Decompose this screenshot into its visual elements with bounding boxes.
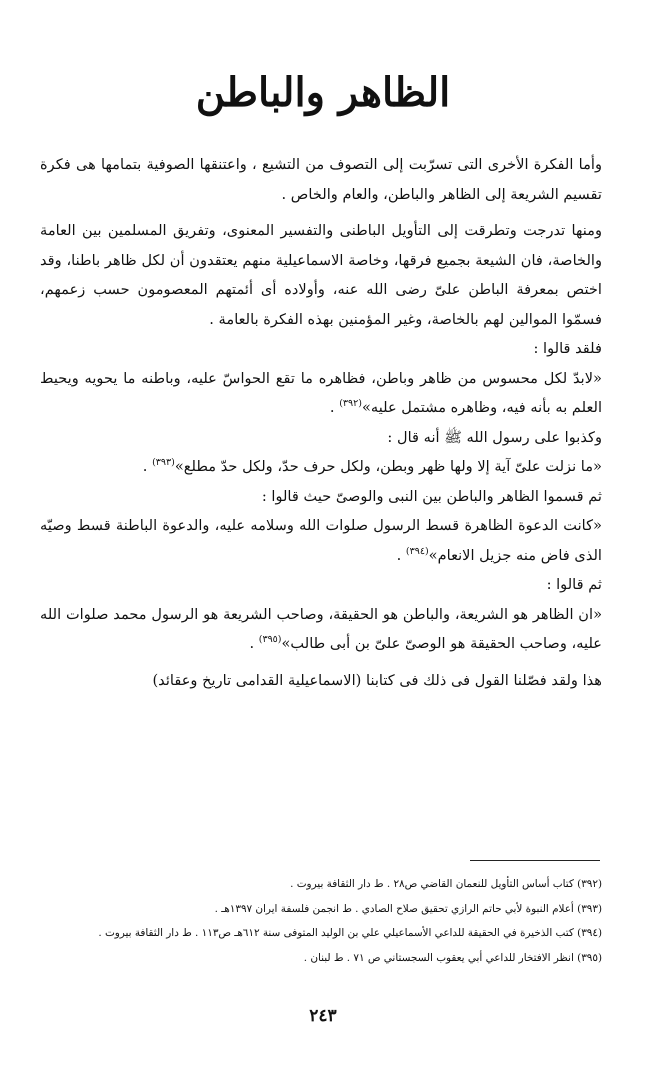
quote-paragraph: «ان الظاهر هو الشريعة، والباطن هو الحقيقة، وصاحب الشريعة هو الرسول محمد صلوات الله عليه، وصاحب الحقيقة هو الوصىّ علىّ بن أبى طالب»$^{(٣٩٥)}$ . (40, 605, 602, 652)
they-said-line: فلقد قالوا : (533, 340, 602, 357)
paragraph-development: ومنها تدرجت وتطرقت إلى التأويل الباطنى والتفسير المعنوى، وتفريق المسلمين بين العامة والخاصة، فان الشيعة بجميع فرقها، وخاصة الاسماعيلية منهم يعتقدون أن لكل ظاهر باطنا، وقد اختص بمعرفة الباطن علىّ رضى الله عنه، وأولاده أى أئمتهم المعصومون حسب زعمهم، فسمّوا الموالين لهم بالخاصة، وغير المؤمنين بهذه الفكرة بالعامة . (40, 222, 602, 328)
footnote-divider (470, 860, 600, 861)
footnote-reference: (٣٩٥) (258, 634, 282, 645)
quote-paragraph: «لابدّ لكل محسوس من ظاهر وباطن، فظاهره ما تقع الحواسّ عليه، وباطنه ما يحويه ويحيط العلم به بأنه فيه، وظاهره مشتمل عليه»$^{(٣٩٢)}$ . (40, 369, 602, 416)
footnote-reference: (٣٩٤) (405, 545, 429, 557)
they-said-line: ثم قالوا : (546, 576, 602, 593)
main-text (40, 150, 602, 695)
quote-text: «كانت الدعوة الظاهرة قسط الرسول صلوات الله وسلامه عليه، والدعوة الباطنة قسط وصيّه الذى فاض منه جزيل الانعام» (40, 517, 602, 564)
footnote: (٣٩٢) كتاب أساس التأويل للنعمان القاضي ص٢٨ . ط دار الثقافة بيروت . (290, 878, 602, 890)
quote-text: «ما نزلت علىّ آية إلا ولها ظهر وبطن، ولكل حرف حدّ، ولكل حدّ مطلع» (174, 458, 602, 475)
paragraph-closing: هذا ولقد فصّلنا القول فى ذلك فى كتابنا (الاسماعيلية القدامى تاريخ وعقائد) (152, 671, 602, 689)
footnote: (٣٩٤) كتب الذخيرة في الحقيقة للداعي الأسماعيلي علي بن الوليد المتوفى سنة ٦١٢هـ ص١١٣ . ط دار الثقافة بيروت . (98, 927, 602, 939)
quote-text: «لابدّ لكل محسوس من ظاهر وباطن، فظاهره ما تقع الحواسّ عليه، وباطنه ما يحويه ويحيط العلم به بأنه فيه، وظاهره مشتمل عليه» (40, 369, 602, 416)
footnote-reference: (٣٩٢) (339, 398, 362, 409)
footnotes (40, 872, 602, 970)
page-number: ٢٤٣ (309, 1006, 337, 1026)
quote-paragraph: «كانت الدعوة الظاهرة قسط الرسول صلوات الله وسلامه عليه، والدعوة الباطنة قسط وصيّه الذى فاض منه جزيل الانعام»$^{(٣٩٤)}$ . (40, 517, 602, 564)
divided-line: ثم قسموا الظاهر والباطن بين النبى والوصىّ حيث قالوا : (261, 487, 602, 505)
page-title: الظاهر والباطن (195, 69, 451, 116)
quote-paragraph: «ما نزلت علىّ آية إلا ولها ظهر وبطن، ولكل حرف حدّ، ولكل حدّ مطلع»$^{(٣٩٣)}$ . (142, 457, 602, 475)
quote-text: «ان الظاهر هو الشريعة، والباطن هو الحقيقة، وصاحب الشريعة هو الرسول محمد صلوات الله عليه، وصاحب الحقيقة هو الوصىّ علىّ بن أبى طالب» (40, 605, 602, 652)
footnote-reference: (٣٩٣) (152, 457, 175, 468)
lied-prophet-line: وكذبوا على رسول الله ﷺ أنه قال : (387, 428, 602, 446)
footnote: (٣٩٣) أعلام النبوة لأبي حاتم الرازي تحقيق صلاح الصادي . ط انجمن فلسفة ايران ١٣٩٧هـ . (214, 902, 602, 915)
footnote: (٣٩٥) انظر الافتخار للداعي أبي يعقوب السجستاني ص ٧١ . ط لبنان . (303, 951, 602, 964)
paragraph-intro: وأما الفكرة الأخرى التى تسرّبت إلى التصوف من التشيع ، واعتنقها الصوفية بتمامها هى فكرة تقسيم الشريعة إلى الظاهر والباطن، والعام والخاص . (40, 156, 602, 203)
